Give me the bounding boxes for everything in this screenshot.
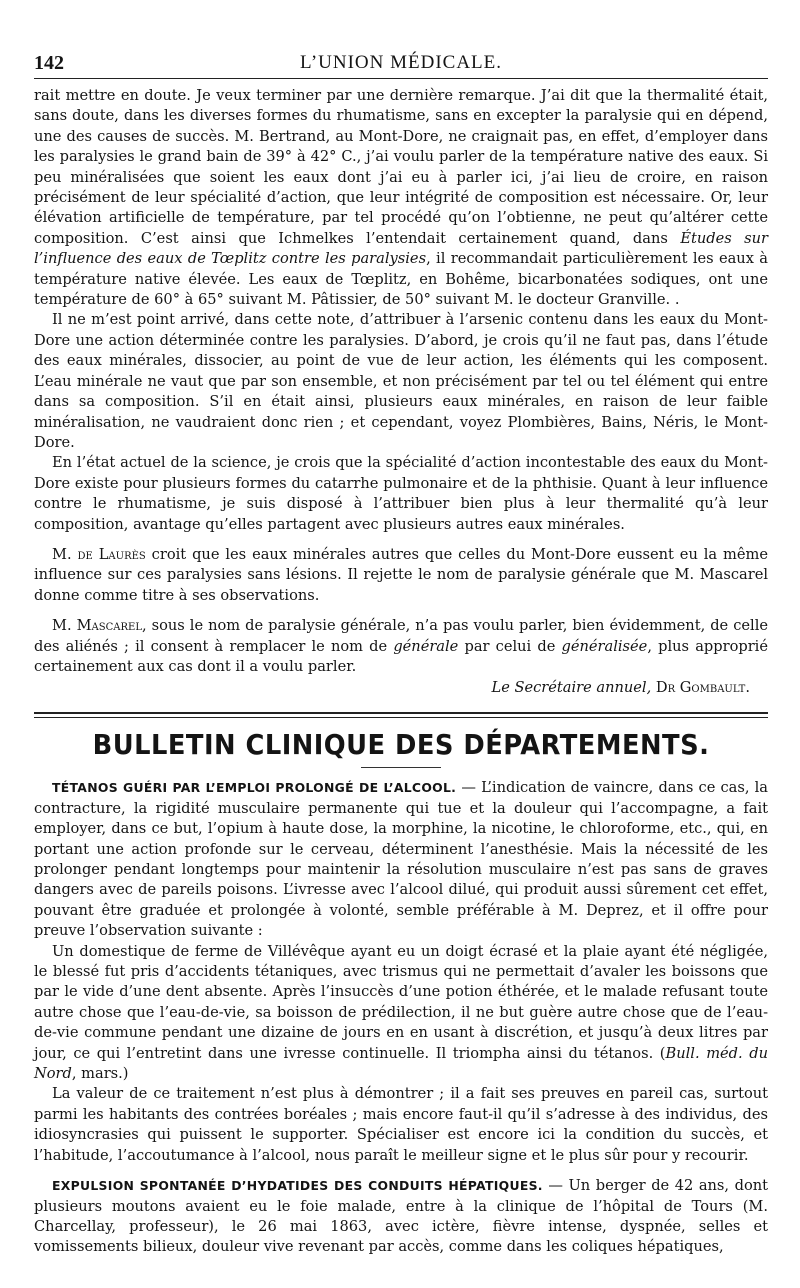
paragraph-4 [34,545,768,606]
case-text-a: Un domestique de ferme de Villévêque ayant eu un doigt écrasé et la plaie ayant été négligée, le blessé fut pris d’accidents tétaniques, avec trismus qui ne permettait d’avaler les boissons que par le vide d’une dent absente. Après l’insuccès d’une potion éthérée, et le malade refusant toute autre chose que l’eau-de-vie, sa boisson de prédilection, il ne but guère autre chose que de l’eau-de-vie commune pendant une dizaine de jours en en usant à discrétion, et jusqu’à deux litres par jour, ce qui l’entretint dans une ivresse continuelle. Il triompha ainsi du tétanos. ( [34,942,768,1062]
paragraph-1-end: , il recommandait particulièrement les eaux à température native élevée. Les eaux de Tœplitz, en Bohême, bicarbonatées sodiques, ont une température de 60° à 65° suivant M. Pâtissier, de 50° suivant M. le docteur Granville. . [34,250,768,309]
speaker-name-mascarel: M. Mascarel [52,617,142,635]
title-short-rule [361,767,441,768]
bulletin-title: BULLETIN CLINIQUE DES DÉPARTEMENTS. [92,728,710,762]
section-tetanos [34,778,768,941]
paragraph-5-text-a: , sous le nom de paralysie générale, n’a pas voulu parler, bien évidemment, de celle des aliénés ; il consent à remplacer le nom de [34,617,768,655]
case-text-b: , mars.) [71,1065,129,1083]
term-generalisee: généralisée [561,637,648,655]
paragraph-5-text-b: par celui de [458,637,562,655]
paragraph-4-text: croit que les eaux minérales autres que celles du Mont-Dore eussent eu la même influence sur ces paralysies sans lésions. Il rejette le nom de paralysie générale que M. Mascarel donne comme titre à ses observations. [34,545,768,604]
speaker-name-laures: M. de Laurès [52,545,146,563]
page-number: 142 [34,52,64,74]
signature [34,679,768,696]
signature-title: Le Secrétaire annuel, [491,679,652,697]
case-source: Bull. méd. du Nord [34,1044,769,1083]
section-double-rule [34,712,768,718]
header-rule [34,78,768,79]
cited-work-title: Études sur l’influence des eaux de Tœplitz contre les paralysies [34,229,769,268]
signature-name: Dr Gombault. [651,679,750,697]
section-hydatides [34,1176,768,1258]
term-generale: générale [393,637,459,655]
section-tetanos-conclusion: La valeur de ce traitement n’est plus à démontrer ; il a fait ses preuves en pareil cas, surtout parmi les habitants des contrées boréales ; mais encore faut-il qu’il s’adresse à des individus, des idiosyncrasies qui puissent le supporter. Spécialiser est encore ici la condition du succès, et l’habitude, l’accoutumance à l’alcool, nous paraît le meilleur signe et le plus sûr pour y recourir. [34,1085,768,1164]
section-hydatides-text: — Un berger de 42 ans, dont plusieurs moutons avaient eu le foie malade, entre à la clinique de l’hôpital de Tours (M. Charcellay, professeur), le 26 mai 1863, avec ictère, fièvre intense, dyspnée, selles et vomissements bilieux, douleur vive revenant par accès, comme dans les coliques hépatiques, [34,1177,768,1256]
section-tetanos-text: — L’indication de vaincre, dans ce cas, la contracture, la rigidité musculaire permanente qui tue et la douleur qui l’accompagne, a fait employer, dans ce but, l’opium à haute dose, la morphine, la nicotine, le chloroforme, etc., qui, en portant une action profonde sur le cerveau, déterminent l’anesthésie. Mais la nécessité de les prolonger pendant longtemps pour maintenir la résolution musculaire n’est pas sans de graves dangers avec de pareils poisons. L’ivresse avec l’alcool dilué, qui produit aussi sûrement cet effet, pouvant être graduée et prolongée à volonté, semble préférable à M. Deprez, et il offre pour preuve l’observation suivante : [34,779,769,940]
paragraph-5 [34,616,768,677]
paragraph-5-text-c: , plus approprié certainement aux cas dont il a voulu parler. [34,637,768,675]
running-head: L’UNION MÉDICALE. [299,52,503,73]
section-hydatides-heading: EXPULSION SPONTANÉE D’HYDATIDES DES CONDUITS HÉPATIQUES. [52,1178,543,1194]
paragraph-3: En l’état actuel de la science, je crois que la spécialité d’action incontestable des eaux du Mont-Dore existe pour plusieurs formes du catarrhe pulmonaire et de la phthisie. Quant à leur influence contre le rhumatisme, je suis disposé à l’attribuer bien plus à leur thermalité qu’à leur composition, avantage qu’elles partagent avec plusieurs autres eaux minérales. [34,454,768,533]
paragraph-1-text: rait mettre en doute. Je veux terminer par une dernière remarque. J’ai dit que la thermalité était, sans doute, dans les diverses formes du rhumatisme, sans en excepter la paralysie qui en dépend, une des causes de succès. M. Bertrand, au Mont-Dore, ne craignait pas, en effet, d’employer dans les paralysies le grand bain de 39° à 42° C., j’ai voulu parler de la température native des eaux. Si peu minéralisées que soient les eaux dont j’ai eu à parler ici, j’ai lieu de croire, en raison précisément de leur spécialité d’action, que leur intégrité de composition est nécessaire. Or, leur élévation artificielle de température, par tel procédé qu’on l’obtienne, ne peut qu’altérer cette composition. C’est ainsi que Ichmelkes l’entendait certainement quand, dans [34,87,768,247]
paragraph-2: Il ne m’est point arrivé, dans cette note, d’attribuer à l’arsenic contenu dans les eaux du Mont-Dore une action déterminée contre les paralysies. D’abord, je crois qu’il ne faut pas, dans l’étude des eaux minérales, dissocier, au point de vue de leur action, les éléments qui les composent. L’eau minérale ne vaut que par son ensemble, et non précisément par tel ou tel élément qui entre dans sa composition. S’il en était ainsi, plusieurs eaux minérales, en raison de leur faible minéralisation, ne vaudraient donc rien ; et cependant, voyez Plombières, Bains, Néris, le Mont-Dore. [34,311,768,451]
page-header [34,52,768,78]
section-tetanos-heading: TÉTANOS GUÉRI PAR L’EMPLOI PROLONGÉ DE L’ALCOOL. [52,780,457,796]
section-tetanos-case [34,942,768,1085]
paragraph-1 [34,86,768,310]
